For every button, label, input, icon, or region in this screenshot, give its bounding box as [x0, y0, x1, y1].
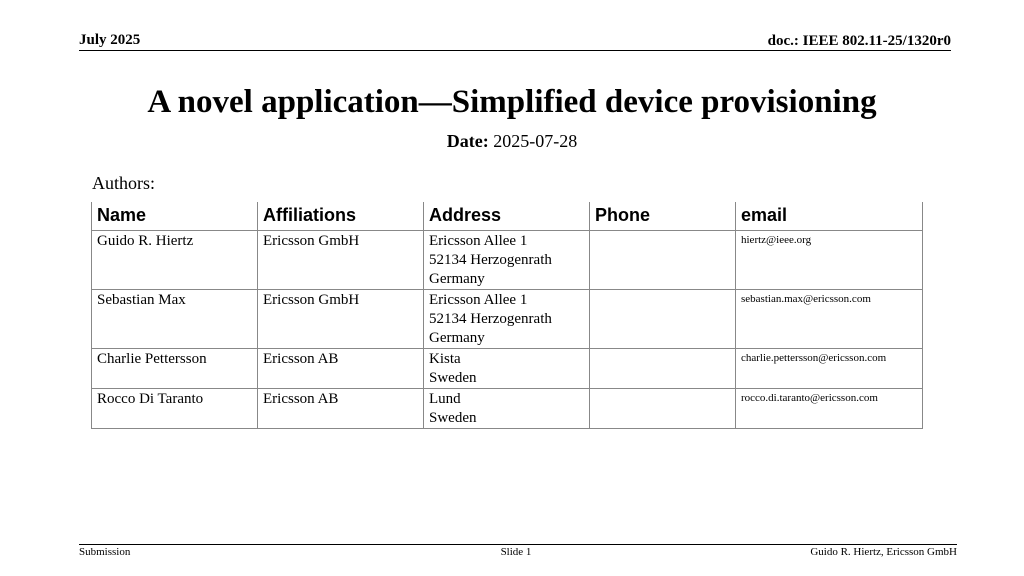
- author-name: Rocco Di Taranto: [92, 389, 258, 429]
- authors-table: [91, 202, 923, 429]
- slide-title: A novel application—Simplified device provisioning: [147, 84, 877, 120]
- footer-submission: Submission: [79, 546, 131, 558]
- footer-slide-number: Slide 1: [500, 546, 532, 558]
- date-value: 2025-07-28: [493, 131, 578, 151]
- author-affiliation: Ericsson GmbH: [258, 290, 424, 349]
- table-row: [92, 389, 923, 429]
- table-row: [92, 349, 923, 389]
- author-email: hiertz@ieee.org: [736, 231, 923, 290]
- author-address: Ericsson Allee 1 52134 Herzogenrath Germany: [424, 290, 590, 349]
- author-phone: [590, 231, 736, 290]
- author-address: Ericsson Allee 1 52134 Herzogenrath Germany: [424, 231, 590, 290]
- author-phone: [590, 389, 736, 429]
- author-phone: [590, 349, 736, 389]
- author-name: Sebastian Max: [92, 290, 258, 349]
- author-name: Guido R. Hiertz: [92, 231, 258, 290]
- column-header-affiliations: Affiliations: [258, 202, 424, 231]
- table-header-row: [92, 202, 923, 231]
- author-affiliation: Ericsson GmbH: [258, 231, 424, 290]
- author-name: Charlie Pettersson: [92, 349, 258, 389]
- table-row: [92, 231, 923, 290]
- author-email: charlie.pettersson@ericsson.com: [736, 349, 923, 389]
- header-doc-id: doc.: IEEE 802.11-25/1320r0: [767, 33, 951, 49]
- authors-label: Authors:: [92, 173, 155, 193]
- author-phone: [590, 290, 736, 349]
- date-label: Date:: [446, 131, 489, 151]
- footer-divider: [79, 544, 957, 545]
- footer-author: Guido R. Hiertz, Ericsson GmbH: [810, 546, 957, 558]
- header-date: July 2025: [79, 32, 141, 48]
- header-divider: [79, 50, 951, 51]
- author-email: rocco.di.taranto@ericsson.com: [736, 389, 923, 429]
- column-header-email: email: [736, 202, 923, 231]
- column-header-address: Address: [424, 202, 590, 231]
- author-email: sebastian.max@ericsson.com: [736, 290, 923, 349]
- author-affiliation: Ericsson AB: [258, 349, 424, 389]
- author-affiliation: Ericsson AB: [258, 389, 424, 429]
- table-row: [92, 290, 923, 349]
- author-address: Lund Sweden: [424, 389, 590, 429]
- date-line: [0, 131, 1024, 152]
- column-header-name: Name: [92, 202, 258, 231]
- author-address: Kista Sweden: [424, 349, 590, 389]
- column-header-phone: Phone: [590, 202, 736, 231]
